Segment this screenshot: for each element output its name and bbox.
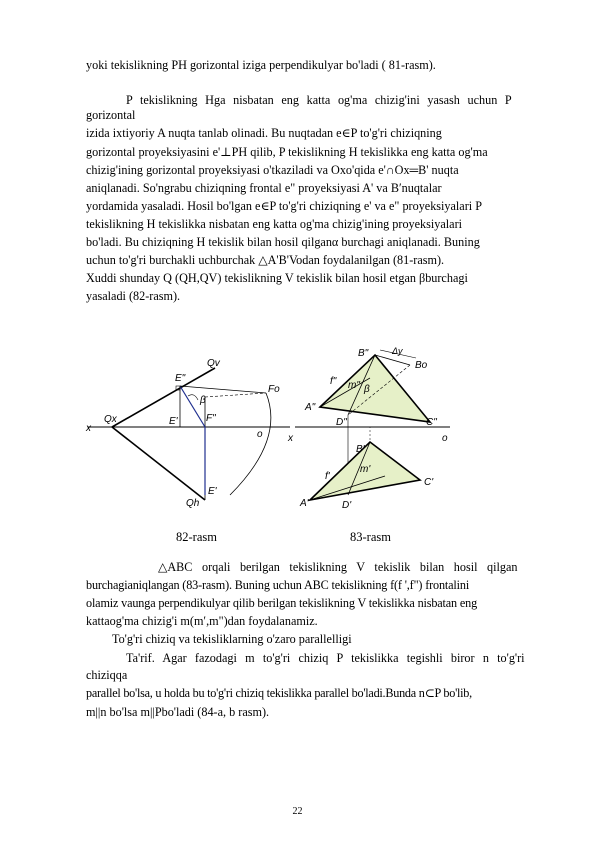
label-Bo: Bo — [415, 360, 428, 371]
label-beta83: β — [364, 384, 370, 395]
label-E1: E' — [169, 416, 178, 427]
text-line: chizig'ining gorizontal proyeksiyasi o'tkaziladi va Oxo'qida e'∩Ox═B' nuqta — [86, 163, 459, 177]
label-D2: D" — [336, 417, 347, 428]
label-A2: A" — [305, 402, 316, 413]
label-beta: β — [200, 395, 206, 406]
text-line: Xuddi shunday Q (QH,QV) tekislikning V tekislik bilan hosil etgan βburchagi — [86, 271, 468, 285]
label-C2: C" — [426, 417, 437, 428]
label-f2: f" — [330, 376, 337, 387]
text-line: kattaog'ma chizig'i m(m′,m")dan foydalanamiz. — [86, 614, 318, 628]
text-line: yoki tekislikning PH gorizontal iziga perpendikulyar bo'ladi ( 81-rasm). — [86, 58, 436, 72]
text-line: izida ixtiyoriy A nuqta tanlab olinadi. Bu nuqtadan e∈P to'g'ri chiziqning — [86, 126, 442, 140]
text-line: parallel bo'lsa, u holda bu to'g'ri chiziq tekislikka parallel bo'ladi.Bunda n⊂P bo'lib, — [86, 686, 472, 700]
label-m1: m' — [360, 464, 371, 475]
label-x83: x — [288, 433, 293, 444]
label-Qx: Qx — [104, 414, 117, 425]
page-number: 22 — [292, 806, 303, 817]
text-line: Ta'rif. Agar fazodagi m to'g'ri chiziq P tekislikka tegishli biror n to'g'ri — [126, 651, 525, 665]
label-o: o — [257, 429, 263, 440]
figure-82-83 — [80, 330, 480, 525]
text-line: uchun to'g'ri burchakli uchburchak △A'B'Vodan foydalanilgan (81-rasm). — [86, 253, 445, 267]
text-line: △ABC orqali berilgan tekislikning V tekislik bilan hosil qilgan — [158, 560, 518, 574]
text-line: burchagianiqlangan (83-rasm). Buning uchun ABC tekislikning f(f ',f") frontalini — [86, 578, 470, 592]
label-C1: C' — [424, 477, 434, 488]
label-x: x — [86, 423, 91, 434]
label-B1: B' — [356, 444, 365, 455]
paragraph-first-line — [158, 560, 558, 574]
text-line: P tekislikning Hga nisbatan eng katta og'ma chizig'ini yasash uchun P — [126, 93, 512, 107]
text-line: olamiz vaunga perpendikulyar qilib berilgan tekislikning V tekislikka nisbatan eng — [86, 596, 478, 610]
text-line: m||n bo'lsa m||Pbo'ladi (84-a, b rasm). — [86, 705, 270, 719]
paragraph-first-line — [126, 651, 558, 665]
text-line: chiziqqa — [86, 668, 128, 682]
label-F2: F" — [206, 413, 216, 424]
label-f1: f' — [325, 471, 330, 482]
text-line: aniqlanadi. So'ngrabu chiziqning frontal e" proyeksiyasi A' va B′nuqtalar — [86, 181, 442, 195]
figure-82 — [85, 358, 290, 509]
label-B2: B" — [358, 348, 369, 359]
label-o83: o — [442, 433, 448, 444]
label-E1b: E' — [208, 486, 217, 497]
label-Qv: Qv — [207, 358, 220, 369]
text-line: bo'ladi. Bu chiziqning H tekislik bilan hosil qilganα burchagi aniqlanadi. Buning — [86, 235, 480, 249]
caption-82: 82-rasm — [176, 530, 217, 544]
figure-83 — [287, 346, 450, 511]
text-line: gorizontal — [86, 108, 136, 122]
text-line: yordamida yasaladi. Hosil bo'lgan e∈P to'g'ri chiziqning e' va e" proyeksiyalari P — [86, 199, 482, 213]
label-Qh: Qh — [186, 498, 200, 509]
text-line: gorizontal proyeksiyasini e'⊥PH qilib, P tekislikning H tekislikka eng katta og'ma — [86, 145, 488, 159]
label-A1: A' — [300, 498, 309, 509]
label-m2: m" — [348, 380, 360, 391]
text-line: yasaladi (82-rasm). — [86, 289, 181, 303]
label-E2: E" — [175, 373, 186, 384]
label-D1: D' — [342, 500, 352, 511]
text-line: tekislikning H tekislikka nisbatan eng katta og'ma chizig'ining proyeksiyalari — [86, 217, 463, 231]
label-Fo: Fo — [268, 384, 280, 395]
label-dy: Δy — [392, 346, 403, 356]
paragraph-first-line — [126, 93, 558, 107]
caption-83: 83-rasm — [350, 530, 391, 544]
section-heading: To'g'ri chiziq va tekisliklarning o'zaro parallelligi — [112, 632, 352, 646]
